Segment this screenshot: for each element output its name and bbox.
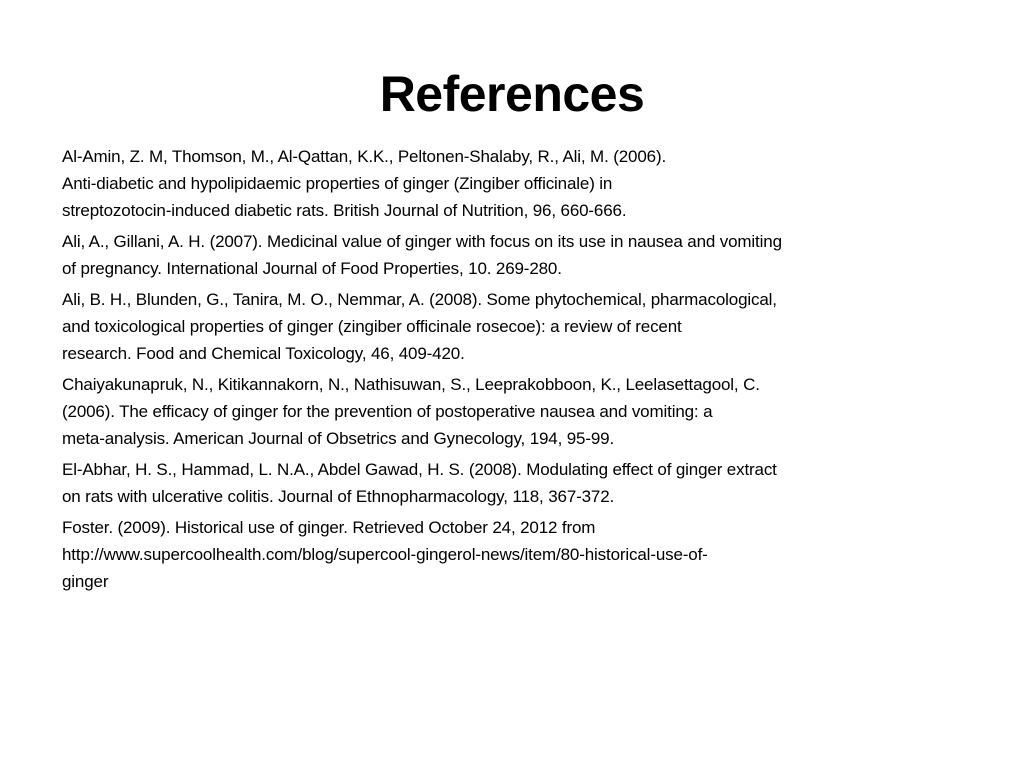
reference-line: and toxicological properties of ginger (zingiber officinale rosecoe): a review of recent <box>62 317 682 336</box>
reference-line: of pregnancy. International Journal of Food Properties, 10. 269-280. <box>62 259 562 278</box>
reference-line: Al-Amin, Z. M, Thomson, M., Al-Qattan, K.K., Peltonen-Shalaby, R., Ali, M. (2006). <box>62 147 667 166</box>
reference-line: streptozotocin-induced diabetic rats. British Journal of Nutrition, 96, 660-666. <box>62 201 627 220</box>
reference-line: Anti-diabetic and hypolipidaemic properties of ginger (Zingiber officinale) in <box>62 174 613 193</box>
reference-list <box>62 143 967 599</box>
reference-line: (2006). The efficacy of ginger for the prevention of postoperative nausea and vomiting: a <box>62 402 713 421</box>
reference-item <box>62 286 967 367</box>
reference-line: El-Abhar, H. S., Hammad, L. N.A., Abdel Gawad, H. S. (2008). Modulating effect of ginger extract <box>62 460 777 479</box>
slide-title: References <box>379 66 645 122</box>
reference-line: Ali, A., Gillani, A. H. (2007). Medicinal value of ginger with focus on its use in nausea and vomiting <box>62 232 782 251</box>
reference-item <box>62 143 967 224</box>
reference-item <box>62 514 967 595</box>
reference-line: meta-analysis. American Journal of Obsetrics and Gynecology, 194, 95-99. <box>62 429 615 448</box>
reference-line: on rats with ulcerative colitis. Journal of Ethnopharmacology, 118, 367-372. <box>62 487 615 506</box>
reference-line: Chaiyakunapruk, N., Kitikannakorn, N., Nathisuwan, S., Leeprakobboon, K., Leelasettagool, C. <box>62 375 760 394</box>
reference-item <box>62 228 967 282</box>
reference-line: research. Food and Chemical Toxicology, 46, 409-420. <box>62 344 465 363</box>
reference-item <box>62 371 967 452</box>
reference-line: Foster. (2009). Historical use of ginger. Retrieved October 24, 2012 from <box>62 518 596 537</box>
reference-line: Ali, B. H., Blunden, G., Tanira, M. O., Nemmar, A. (2008). Some phytochemical, pharmacological, <box>62 290 777 309</box>
reference-url[interactable]: ginger <box>62 572 109 591</box>
reference-item <box>62 456 967 510</box>
reference-url[interactable]: http://www.supercoolhealth.com/blog/supercool-gingerol-news/item/80-historical-use-of- <box>62 545 708 564</box>
